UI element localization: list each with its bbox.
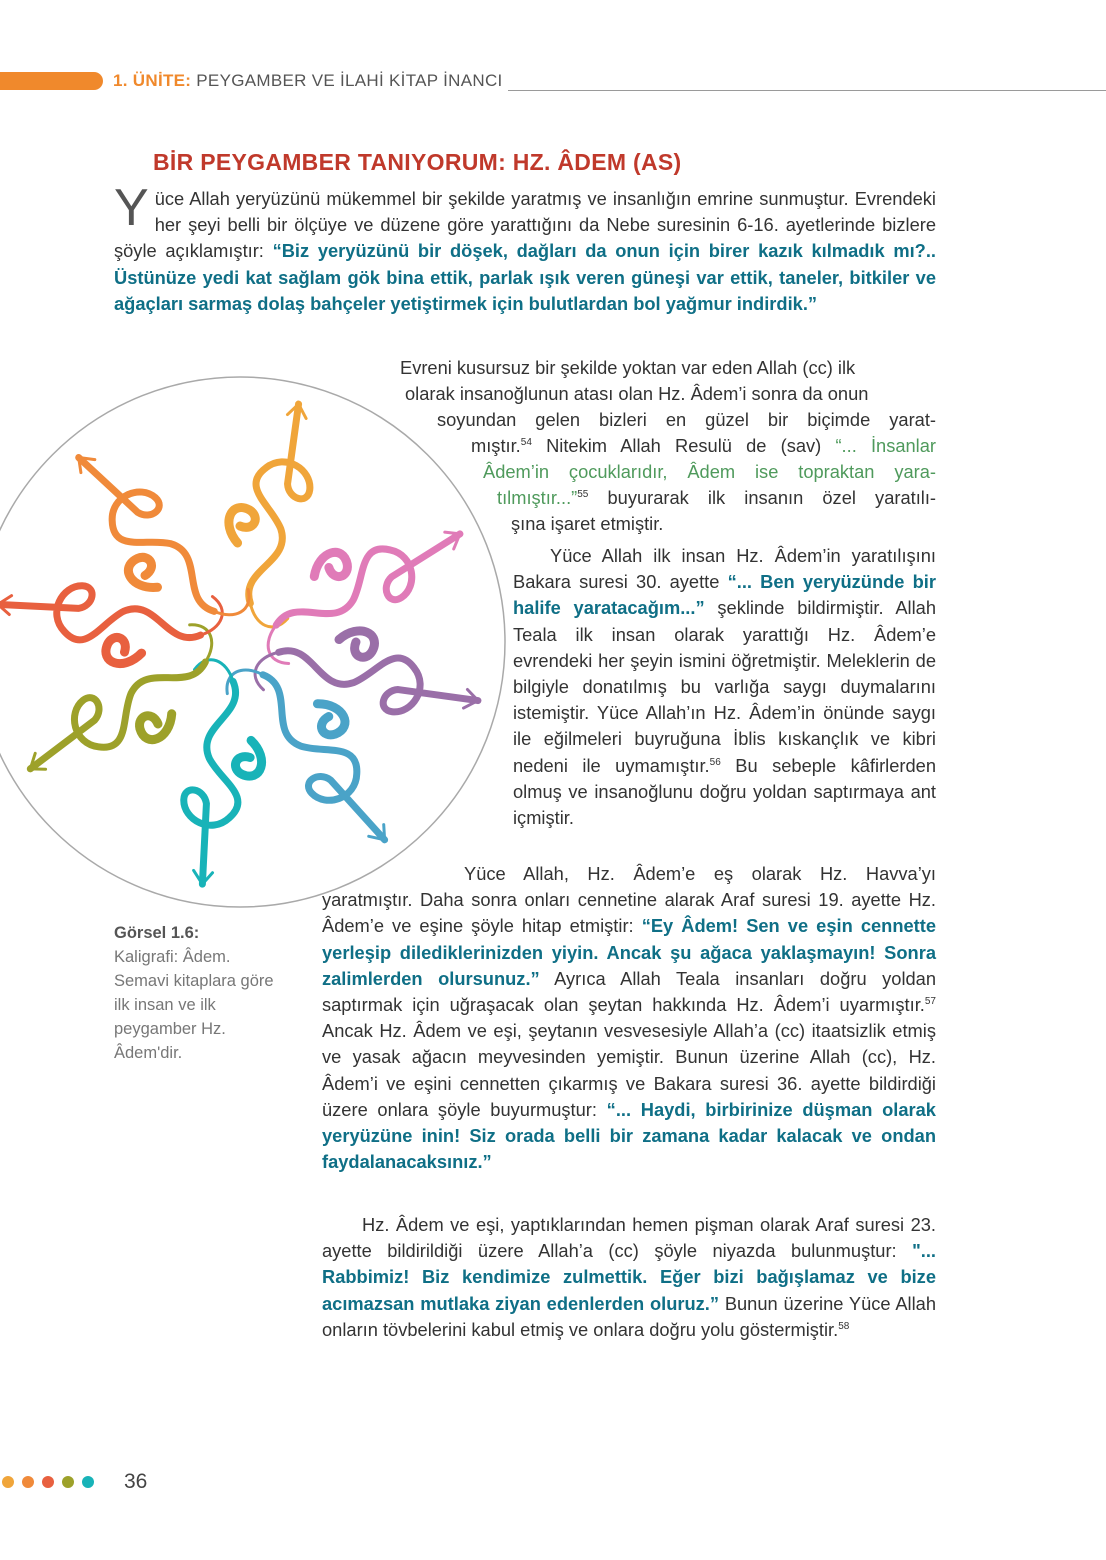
paragraph-3: Yüce Allah ilk insan Hz. Âdem’in yaratılışını Bakara suresi 30. ayette “... Ben yeryüzünde bir halife yaratacağım...” şeklinde bildirmiştir. Allah Teala ilk insan olarak yarattığı Hz. Âdem’e evrendeki her şeyin ismini öğretmiştir. Meleklerin de bilgiyle donatılmış bu varlığa saygı duymalarını istemiştir. Yüce Allah’ın Hz. Âdem’in önünde saygı ile eğilmeleri buyruğuna İblis kıskançlık ve kibri nedeni ile uymamıştır.$^{56}$ Bu sebeple kâfirlerden olmuş ve insanoğlunu doğru yoldan saptırmaya ant içmiştir.: [513, 545, 937, 829]
paragraph-4: Yüce Allah, Hz. Âdem’e eş olarak Hz. Havva’yı yaratmıştır. Daha sonra onları cennetine alarak Araf suresi 19. ayette Hz. Âdem’e ve eşine şöyle hitap etmiştir: “Ey Âdem! Sen ve eşin cennette yerleşip dilediklerinizden yiyin. Ancak şu ağaca yaklaşmayın! Sonra zalimlerden olursunuz.” Ayrıca Allah Teala insanları doğru yoldan saptırmak için uğraşacak olan şeytan hakkında Hz. Âdem’i uyarmıştır.$^{57}$ Ancak Hz. Âdem ve eşi, şeytanın vesvesesiyle Allah’a (cc) itaatsizlik etmiş ve yasak ağacın meyvesinden yemiştir. Bunun üzerine Allah (cc), Hz. Âdem’i ve eşini cennetten çıkarmış ve Bakara suresi 36. ayette bildirdiği üzere onlara şöyle buyurmuştur: “... Haydi, birbirinize düşman olarak yeryüzüne inin! Siz orada belli bir zamana kadar kalacak ve ondan faydalanacaksınız.”: [322, 863, 937, 1173]
p2-line-4: mıştır.$^{54}$ Nitekim Allah Resulü de (sav) “... İnsanlar: [471, 435, 937, 456]
unit-header: [113, 71, 503, 91]
caption-line-1: Kaligrafi: Âdem.: [114, 948, 231, 966]
p2-line-1: Evreni kusursuz bir şekilde yoktan var eden Allah (cc) ilk: [400, 357, 856, 378]
intro-text: üce Allah yeryüzünü mükemmel bir şekilde yaratmış ve insanlığın emrine sunmuştur. Evrendeki her şeyi belli bir ölçüye ve düzene göre yarattığını da Nebe suresinin 6-16. ayetlerinde bizlere şöyle açıklamıştır:: [114, 188, 936, 262]
footer-dot: [22, 1476, 34, 1488]
footer-dot: [62, 1476, 74, 1488]
footer-dot: [2, 1476, 14, 1488]
footer-dot: [82, 1476, 94, 1488]
p2-line-2: olarak insanoğlunun atası olan Hz. Âdem’i sonra da onun: [405, 383, 869, 404]
p2-line-3: soyundan gelen bizleri en güzel bir biçimde yarat-: [437, 409, 936, 430]
p2-line-7: şına işaret etmiştir.: [511, 513, 664, 534]
p2-line-6: tılmıştır...”$^{55}$ buyurarak ilk insanın özel yaratılı-: [497, 487, 936, 508]
section-title: BİR PEYGAMBER TANIYORUM: HZ. ÂDEM (AS): [153, 149, 682, 175]
header-rule: [508, 90, 1106, 91]
nebe-quote: “Biz yeryüzünü bir döşek, dağları da onun için birer kazık kılmadık mı?.. Üstünüze yedi kat sağlam gök bina ettik, parlak ışık veren güneşi var ettik, taneler, bitkiler ve ağaçları sarmaş dolaş bahçeler yetiştirmek için bulutlardan bol yağmur indirdik.”: [114, 240, 936, 314]
header-accent-bar: [0, 72, 103, 90]
unit-label: 1. ÜNİTE:: [113, 71, 192, 90]
page-number: 36: [124, 1470, 148, 1493]
paragraph-5: Hz. Âdem ve eşi, yaptıklarından hemen pişman olarak Araf suresi 23. ayette bildirildiği üzere Allah’a (cc) şöyle niyazda bulunmuştur: "... Rabbimiz! Biz kendimize zulmettik. Eğer bizi bağışlamaz ve bize acımazsan mutlaka ziyan edenlerden oluruz.” Bunun üzerine Yüce Allah onların tövbelerini kabul etmiş ve onlara doğru yolu göstermiştir.$^{58}$: [322, 1214, 936, 1340]
intro-paragraph: [114, 179, 936, 317]
calligraphy-figure: [0, 372, 510, 912]
unit-title: PEYGAMBER VE İLAHİ KİTAP İNANCI: [191, 71, 503, 90]
drop-cap: Y: [114, 179, 149, 237]
figure-caption: [114, 921, 284, 1065]
footer-dot: [42, 1476, 54, 1488]
caption-title: Görsel 1.6:: [114, 924, 200, 942]
p2-line-5: Âdem’in çocuklarıdır, Âdem ise topraktan yara-: [483, 461, 936, 482]
calligraphy-adem-icon: [0, 372, 510, 912]
caption-line-2: Semavi kitaplara göre ilk insan ve ilk peygamber Hz. Âdem'dir.: [114, 972, 274, 1062]
